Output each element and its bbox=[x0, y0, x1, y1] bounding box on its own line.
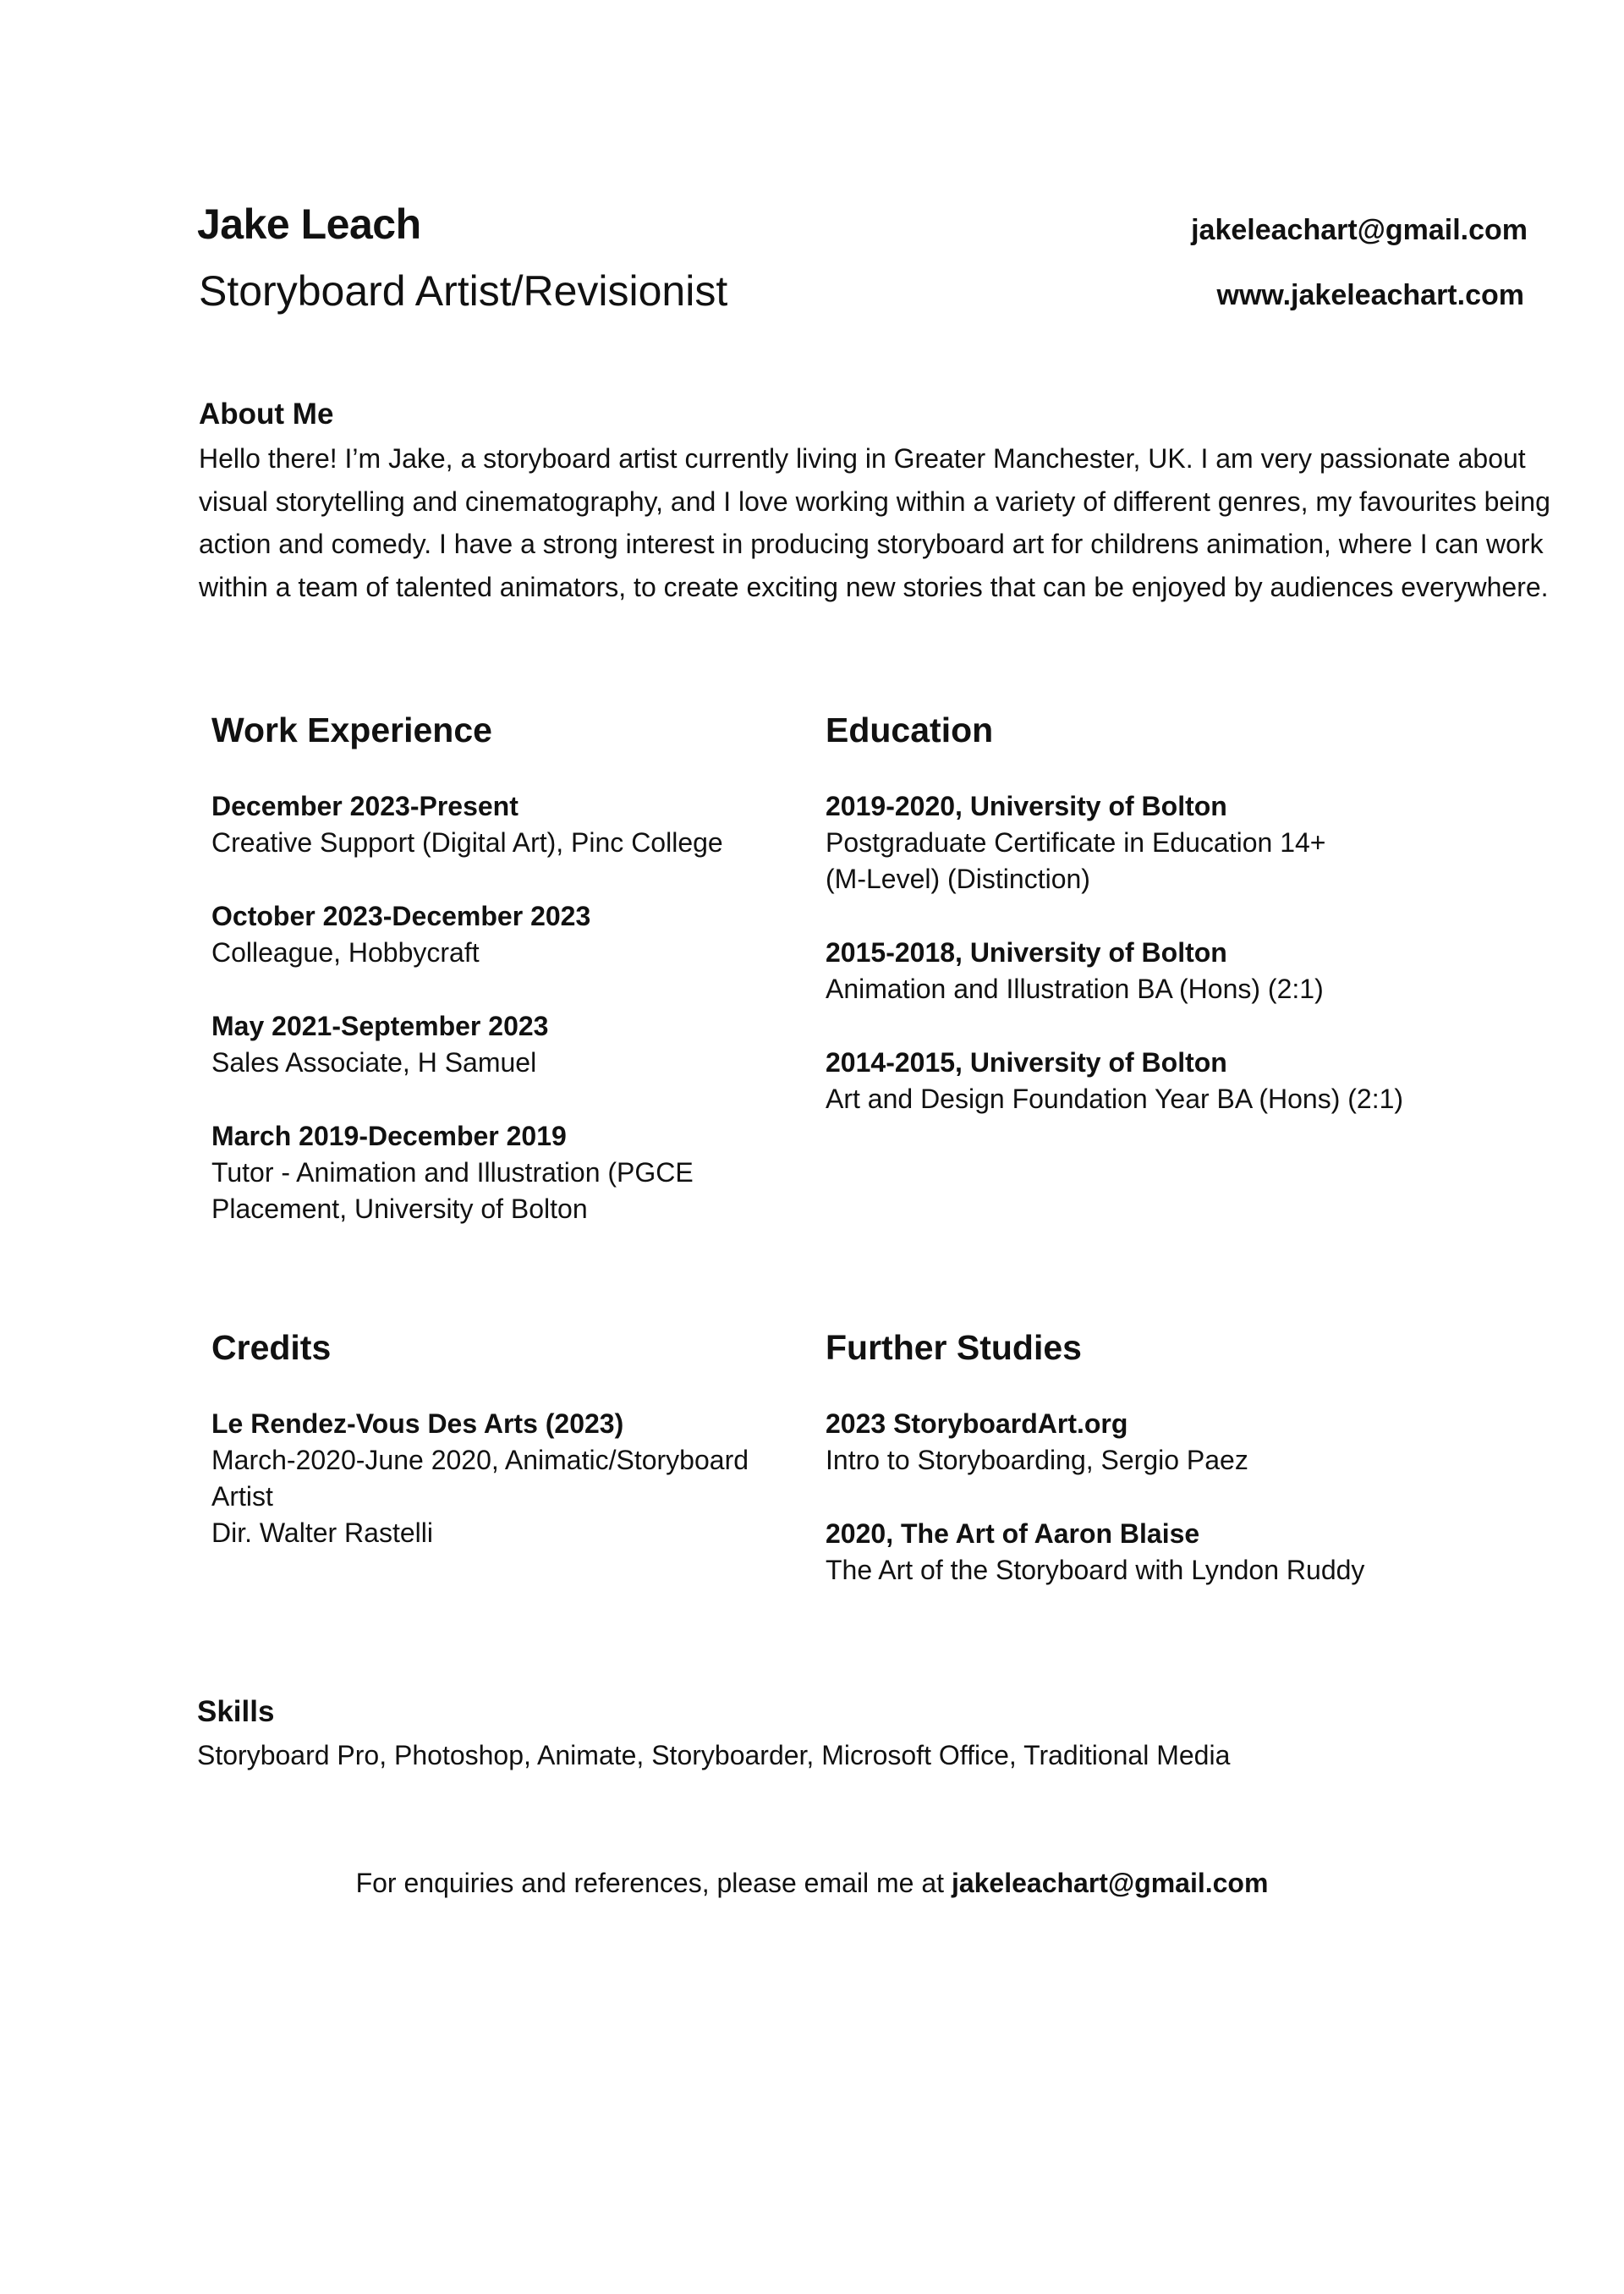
further-studies-entry-line: Intro to Storyboarding, Sergio Paez bbox=[826, 1445, 1248, 1475]
education-entry-line: Animation and Illustration BA (Hons) (2:1) bbox=[826, 974, 1324, 1004]
credits-entry-line: March-2020-June 2020, Animatic/Storyboard bbox=[211, 1445, 749, 1475]
work-entry-line: Placement, University of Bolton bbox=[211, 1194, 588, 1224]
education-entry-line: (M-Level) (Distinction) bbox=[826, 864, 1090, 894]
further-studies-entry bbox=[826, 1516, 1364, 1589]
about-heading: About Me bbox=[199, 398, 334, 431]
work-entry bbox=[211, 1118, 694, 1227]
work-entry-title: December 2023-Present bbox=[211, 791, 518, 821]
skills-text: Storyboard Pro, Photoshop, Animate, Storyboarder, Microsoft Office, Traditional Media bbox=[197, 1740, 1231, 1770]
work-entry-line: Sales Associate, H Samuel bbox=[211, 1047, 537, 1078]
further-studies-entry-line: The Art of the Storyboard with Lyndon Ruddy bbox=[826, 1555, 1365, 1585]
credits-heading: Credits bbox=[211, 1328, 332, 1367]
work-entry bbox=[211, 1008, 548, 1081]
contact-email[interactable]: jakeleachart@gmail.com bbox=[1191, 214, 1528, 246]
work-entry-line: Colleague, Hobbycraft bbox=[211, 937, 480, 968]
further-studies-entry-title: 2023 StoryboardArt.org bbox=[826, 1408, 1128, 1439]
education-entry-title: 2015-2018, University of Bolton bbox=[826, 937, 1227, 968]
further-studies-entry-title: 2020, The Art of Aaron Blaise bbox=[826, 1518, 1200, 1549]
about-text: Hello there! I’m Jake, a storyboard artist currently living in Greater Manchester, UK. I am very passionate about visual storytelling and cinematography, and I love working within a variety of different genres, my favourites being action and comedy. I have a strong interest in producing storyboard art for childrens animation, where I can work within a team of talented animators, to create exciting new stories that can be enjoyed by audiences everywhere. bbox=[199, 443, 1550, 602]
education-entry bbox=[826, 1045, 1403, 1117]
footer-prefix: For enquiries and references, please email me at bbox=[355, 1868, 952, 1898]
further-studies-entry bbox=[826, 1406, 1248, 1479]
education-entry-title: 2019-2020, University of Bolton bbox=[826, 791, 1227, 821]
skills-heading: Skills bbox=[197, 1695, 275, 1728]
work-entry-title: May 2021-September 2023 bbox=[211, 1011, 549, 1041]
credits-entry-title: Le Rendez-Vous Des Arts (2023) bbox=[211, 1408, 624, 1439]
work-entry-title: October 2023-December 2023 bbox=[211, 901, 591, 931]
work-heading: Work Experience bbox=[211, 711, 492, 749]
education-entry-line: Postgraduate Certificate in Education 14+ bbox=[826, 827, 1326, 858]
footer-note bbox=[0, 1865, 1624, 1902]
credits-entry-line: Artist bbox=[211, 1481, 273, 1512]
education-heading: Education bbox=[826, 711, 994, 749]
work-entry-line: Tutor - Animation and Illustration (PGCE bbox=[211, 1157, 694, 1188]
work-entry bbox=[211, 898, 590, 971]
credits-entry bbox=[211, 1406, 749, 1551]
education-entry bbox=[826, 788, 1325, 897]
applicant-name: Jake Leach bbox=[197, 200, 421, 248]
job-title: Storyboard Artist/Revisionist bbox=[199, 267, 728, 315]
footer-email[interactable]: jakeleachart@gmail.com bbox=[951, 1868, 1269, 1898]
education-entry-title: 2014-2015, University of Bolton bbox=[826, 1047, 1227, 1078]
education-entry-line: Art and Design Foundation Year BA (Hons) (2:1) bbox=[826, 1084, 1404, 1114]
work-entry-title: March 2019-December 2019 bbox=[211, 1121, 567, 1151]
contact-website[interactable]: www.jakeleachart.com bbox=[1216, 279, 1524, 311]
further-studies-heading: Further Studies bbox=[826, 1328, 1082, 1367]
work-entry bbox=[211, 788, 723, 861]
credits-entry-line: Dir. Walter Rastelli bbox=[211, 1517, 433, 1548]
education-entry bbox=[826, 935, 1324, 1007]
work-entry-line: Creative Support (Digital Art), Pinc College bbox=[211, 827, 723, 858]
